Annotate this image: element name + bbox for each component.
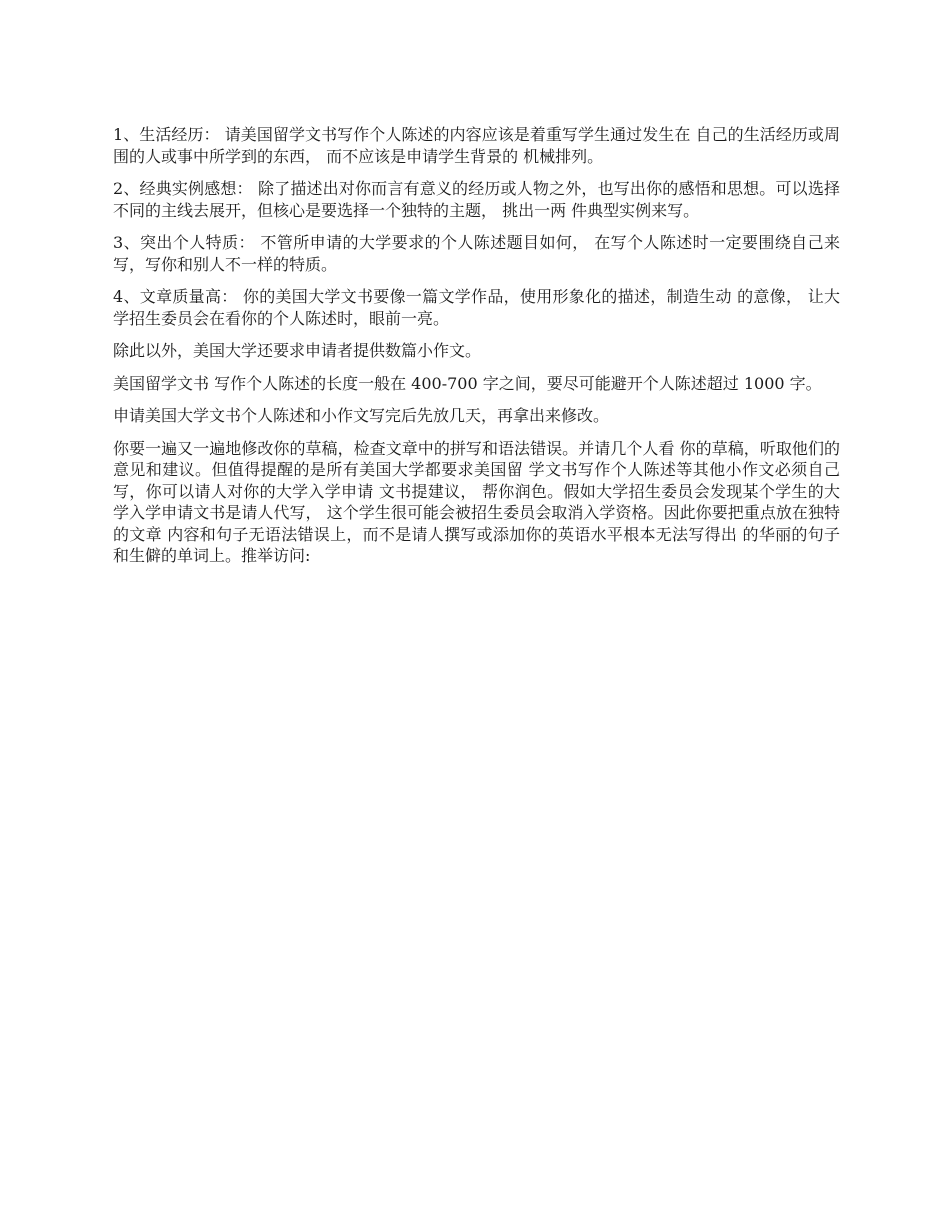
- paragraph-classic-examples: 2、经典实例感想： 除了描述出对你而言有意义的经历或人物之外，也写出你的感悟和思想。可以选择不同的主线去展开，但核心是要选择一个独特的主题， 挑出一两 件典型实例来写。: [113, 179, 840, 220]
- paragraph-personal-traits: 3、突出个人特质： 不管所申请的大学要求的个人陈述题目如何， 在写个人陈述时一定要围绕自己来写，写你和别人不一样的特质。: [113, 233, 840, 274]
- paragraph-revision-wait: 申请美国大学文书个人陈述和小作文写完后先放几天，再拿出来修改。: [113, 406, 610, 425]
- paragraph-extra-essays: 除此以外，美国大学还要求申请者提供数篇小作文。: [113, 341, 482, 360]
- paragraph-length: 美国留学文书 写作个人陈述的长度一般在 400-700 字之间，要尽可能避开个人陈述超过 1000 字。: [113, 373, 822, 393]
- paragraph-life-experience: 1、生活经历： 请美国留学文书写作个人陈述的内容应该是着重写学生通过发生在 自己的生活经历或周围的人或事中所学到的东西， 而不应该是申请学生背景的 机械排列。: [113, 125, 840, 166]
- document-page: [113, 124, 840, 578]
- paragraph-revision-advice: 你要一遍又一遍地修改你的草稿，检查文章中的拼写和语法错误。并请几个人看 你的草稿，听取他们的意见和建议。但值得提醒的是所有美国大学都要求美国留 学文书写作个人陈述等其他小作文必须自己写，你可以请人对你的大学入学申请 文书提建议， 帮你润色。假如大学招生委员会发现某个学生的大学入学申请文书是请人代写， 这个学生很可能会被招生委员会取消入学资格。因此你要把重点放在独特的文章 内容和句子无语法错误上，而不是请人撰写或添加你的英语水平根本无法写得出 的华丽的句子和生僻的单词上。推举访问:: [113, 438, 840, 565]
- paragraph-article-quality: 4、文章质量高： 你的美国大学文书要像一篇文学作品，使用形象化的描述，制造生动 的意像， 让大学招生委员会在看你的个人陈述时，眼前一亮。: [113, 287, 840, 328]
